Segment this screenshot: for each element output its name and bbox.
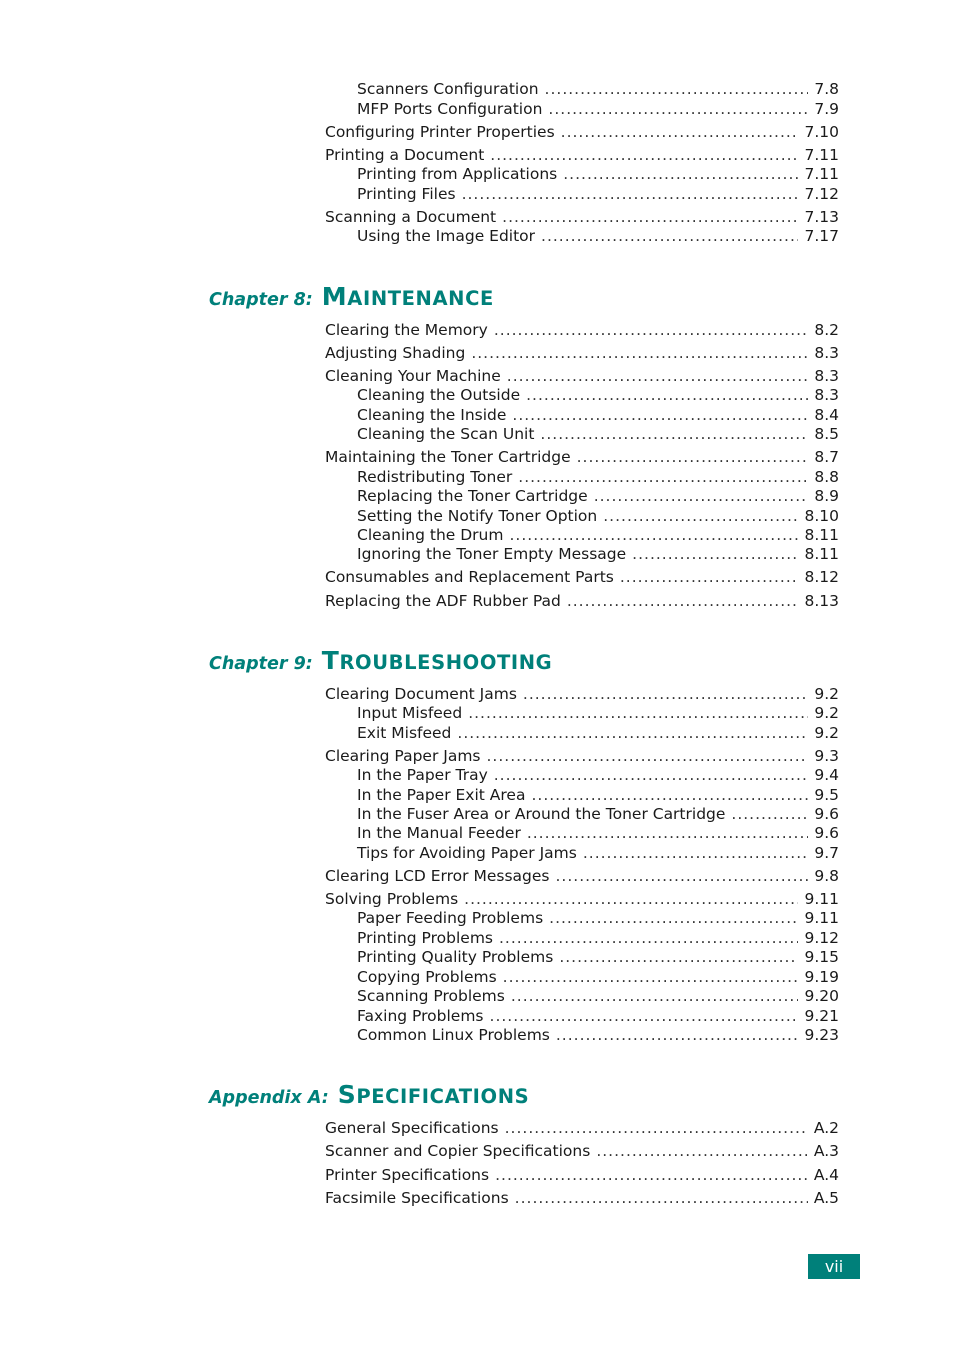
toc-entry-title: Clearing Document Jams bbox=[325, 685, 517, 703]
toc-entry-page: 7.11 bbox=[804, 165, 839, 183]
toc-entry-page: 8.3 bbox=[814, 367, 839, 385]
toc-entry-title: Consumables and Replacement Parts bbox=[325, 568, 614, 586]
toc-entry-page: 7.9 bbox=[814, 100, 839, 118]
toc-entry-title: Scanning Problems bbox=[357, 987, 505, 1005]
toc-entry bbox=[325, 685, 839, 704]
toc-entry-title: Input Misfeed bbox=[357, 704, 463, 722]
toc-entry-page: 9.20 bbox=[804, 987, 839, 1005]
toc-entry-page: 8.13 bbox=[804, 592, 839, 610]
toc-entry-title: Cleaning the Outside bbox=[357, 386, 521, 404]
toc-entry-page: 9.4 bbox=[814, 766, 839, 784]
toc-entry-page: 7.12 bbox=[804, 185, 839, 203]
toc-entry bbox=[357, 185, 839, 204]
toc-entry-page: 8.8 bbox=[814, 468, 839, 486]
toc-entry-page: 9.2 bbox=[814, 704, 839, 722]
toc-entry-page: 7.10 bbox=[804, 123, 839, 141]
toc-entry-title: Cleaning Your Machine bbox=[325, 367, 501, 385]
toc-entry bbox=[357, 80, 839, 99]
toc-entry-title: Facsimile Specifications bbox=[325, 1189, 509, 1207]
toc-entry-title: General Specifications bbox=[325, 1119, 499, 1137]
toc-entry-page: 9.11 bbox=[804, 890, 839, 908]
toc-entry bbox=[325, 1189, 839, 1208]
toc-entry bbox=[325, 367, 839, 386]
toc-entry-page: 9.8 bbox=[814, 867, 839, 885]
toc-entry-title: Printing Files bbox=[357, 185, 456, 203]
toc-entry-page: 8.4 bbox=[814, 406, 839, 424]
toc-entry-title: Common Linux Problems bbox=[357, 1026, 550, 1044]
toc-entry-page: A.3 bbox=[813, 1142, 839, 1160]
toc-entry-title: Scanning a Document bbox=[325, 208, 497, 226]
toc-entry-page: 7.13 bbox=[804, 208, 839, 226]
toc-entry bbox=[357, 824, 839, 843]
toc-entry-title: Adjusting Shading bbox=[325, 344, 466, 362]
toc-entry bbox=[325, 1142, 839, 1161]
toc-entry-title: In the Manual Feeder bbox=[357, 824, 521, 842]
toc-entry bbox=[325, 592, 839, 611]
toc-entry-page: 8.9 bbox=[814, 487, 839, 505]
toc-entry bbox=[357, 1026, 839, 1045]
toc-entry-page: 8.5 bbox=[814, 425, 839, 443]
toc-entry-title: Setting the Notify Toner Option bbox=[357, 507, 598, 525]
toc-entry-page: 9.23 bbox=[804, 1026, 839, 1044]
toc-entry-title: Cleaning the Scan Unit bbox=[357, 425, 535, 443]
toc-entry bbox=[357, 487, 839, 506]
toc-entry-page: 8.10 bbox=[804, 507, 839, 525]
toc-entry bbox=[357, 909, 839, 928]
toc-entry-page: 8.11 bbox=[804, 545, 839, 563]
toc-entry-page: 8.2 bbox=[814, 321, 839, 339]
toc-entry bbox=[325, 1166, 839, 1185]
toc-entry bbox=[325, 890, 839, 909]
toc-entry-title: Tips for Avoiding Paper Jams bbox=[357, 844, 577, 862]
chapter-label: Chapter 9: bbox=[209, 654, 313, 674]
toc-entry-page: 8.7 bbox=[814, 448, 839, 466]
toc-entry-title: Using the Image Editor bbox=[357, 227, 536, 245]
toc-entry bbox=[325, 344, 839, 363]
toc-entry-page: 9.7 bbox=[814, 844, 839, 862]
toc-entry-title: In the Fuser Area or Around the Toner Cartridge bbox=[357, 805, 726, 823]
chapter-title: SPECIFICATIONS bbox=[337, 1080, 530, 1109]
toc-entry-page: 9.6 bbox=[814, 824, 839, 842]
chapter-heading bbox=[209, 282, 494, 311]
toc-entry bbox=[357, 406, 839, 425]
toc-entry-title: MFP Ports Configuration bbox=[357, 100, 543, 118]
toc-entry bbox=[357, 165, 839, 184]
chapter-title: MAINTENANCE bbox=[321, 282, 494, 311]
toc-entry-page: 8.3 bbox=[814, 344, 839, 362]
toc-entry-page: 9.2 bbox=[814, 685, 839, 703]
toc-entry bbox=[357, 766, 839, 785]
toc-entry-page: 9.19 bbox=[804, 968, 839, 986]
toc-entry-title: Clearing Paper Jams bbox=[325, 747, 481, 765]
toc-entry bbox=[325, 1119, 839, 1138]
toc-entry bbox=[357, 100, 839, 119]
toc-entry-title: Paper Feeding Problems bbox=[357, 909, 544, 927]
toc-entry-page: 9.15 bbox=[804, 948, 839, 966]
toc-entry bbox=[357, 1007, 839, 1026]
toc-entry bbox=[357, 704, 839, 723]
toc-entry-title: Scanner and Copier Specifications bbox=[325, 1142, 591, 1160]
toc-entry-title: Clearing LCD Error Messages bbox=[325, 867, 550, 885]
toc-entry bbox=[325, 146, 839, 165]
toc-entry bbox=[325, 208, 839, 227]
toc-entry-title: Scanners Configuration bbox=[357, 80, 539, 98]
chapter-title: TROUBLESHOOTING bbox=[321, 646, 553, 675]
toc-entry bbox=[325, 123, 839, 142]
toc-entry bbox=[325, 867, 839, 886]
toc-entry-title: Printing Problems bbox=[357, 929, 493, 947]
toc-entry-page: 9.2 bbox=[814, 724, 839, 742]
toc-entry-page: 8.12 bbox=[804, 568, 839, 586]
toc-entry bbox=[357, 987, 839, 1006]
toc-entry-page: 7.17 bbox=[804, 227, 839, 245]
toc-entry-page: 9.11 bbox=[804, 909, 839, 927]
toc-entry-title: Replacing the Toner Cartridge bbox=[357, 487, 588, 505]
toc-entry-title: Faxing Problems bbox=[357, 1007, 484, 1025]
toc-entry bbox=[325, 568, 839, 587]
toc-entry-title: Cleaning the Drum bbox=[357, 526, 504, 544]
toc-entry-page: 9.3 bbox=[814, 747, 839, 765]
toc-entry bbox=[325, 448, 839, 467]
toc-entry-title: Maintaining the Toner Cartridge bbox=[325, 448, 571, 466]
chapter-heading bbox=[209, 646, 552, 675]
toc-entry-page: 7.8 bbox=[814, 80, 839, 98]
toc-entry-title: In the Paper Tray bbox=[357, 766, 488, 784]
toc-entry-title: Printing from Applications bbox=[357, 165, 558, 183]
toc-entry bbox=[357, 526, 839, 545]
toc-entry bbox=[357, 724, 839, 743]
toc-entry-title: Redistributing Toner bbox=[357, 468, 513, 486]
toc-entry-page: 8.3 bbox=[814, 386, 839, 404]
toc-entry bbox=[357, 507, 839, 526]
toc-entry-title: Printing a Document bbox=[325, 146, 485, 164]
toc-entry-page: A.2 bbox=[813, 1119, 839, 1137]
toc-entry bbox=[357, 929, 839, 948]
toc-entry-title: Replacing the ADF Rubber Pad bbox=[325, 592, 561, 610]
toc-entry bbox=[325, 321, 839, 340]
toc-entry-title: Cleaning the Inside bbox=[357, 406, 507, 424]
toc-entry bbox=[357, 227, 839, 246]
toc-entry bbox=[357, 844, 839, 863]
chapter-label: Appendix A: bbox=[209, 1088, 329, 1108]
toc-entry bbox=[357, 805, 839, 824]
toc-entry-title: Printing Quality Problems bbox=[357, 948, 554, 966]
chapter-label: Chapter 8: bbox=[209, 290, 313, 310]
toc-entry-page: 9.5 bbox=[814, 786, 839, 804]
toc-entry bbox=[357, 425, 839, 444]
page-number: vii bbox=[808, 1254, 860, 1279]
toc-entry-title: Clearing the Memory bbox=[325, 321, 488, 339]
toc-entry bbox=[357, 468, 839, 487]
toc-entry-title: Solving Problems bbox=[325, 890, 459, 908]
toc-entry bbox=[357, 786, 839, 805]
toc-entry bbox=[357, 545, 839, 564]
toc-entry-page: A.4 bbox=[813, 1166, 839, 1184]
toc-entry bbox=[357, 948, 839, 967]
toc-entry-title: Copying Problems bbox=[357, 968, 497, 986]
toc-entry-page: 7.11 bbox=[804, 146, 839, 164]
toc-entry-title: Printer Specifications bbox=[325, 1166, 490, 1184]
toc-entry bbox=[325, 747, 839, 766]
toc-entry-page: 9.12 bbox=[804, 929, 839, 947]
toc-entry bbox=[357, 968, 839, 987]
toc-entry-title: Configuring Printer Properties bbox=[325, 123, 555, 141]
toc-entry-title: Exit Misfeed bbox=[357, 724, 452, 742]
toc-entry-page: A.5 bbox=[813, 1189, 839, 1207]
toc-entry bbox=[357, 386, 839, 405]
toc-entry-title: Ignoring the Toner Empty Message bbox=[357, 545, 627, 563]
toc-entry-title: In the Paper Exit Area bbox=[357, 786, 526, 804]
toc-entry-page: 8.11 bbox=[804, 526, 839, 544]
toc-entry-page: 9.21 bbox=[804, 1007, 839, 1025]
chapter-heading bbox=[209, 1080, 529, 1109]
toc-entry-page: 9.6 bbox=[814, 805, 839, 823]
